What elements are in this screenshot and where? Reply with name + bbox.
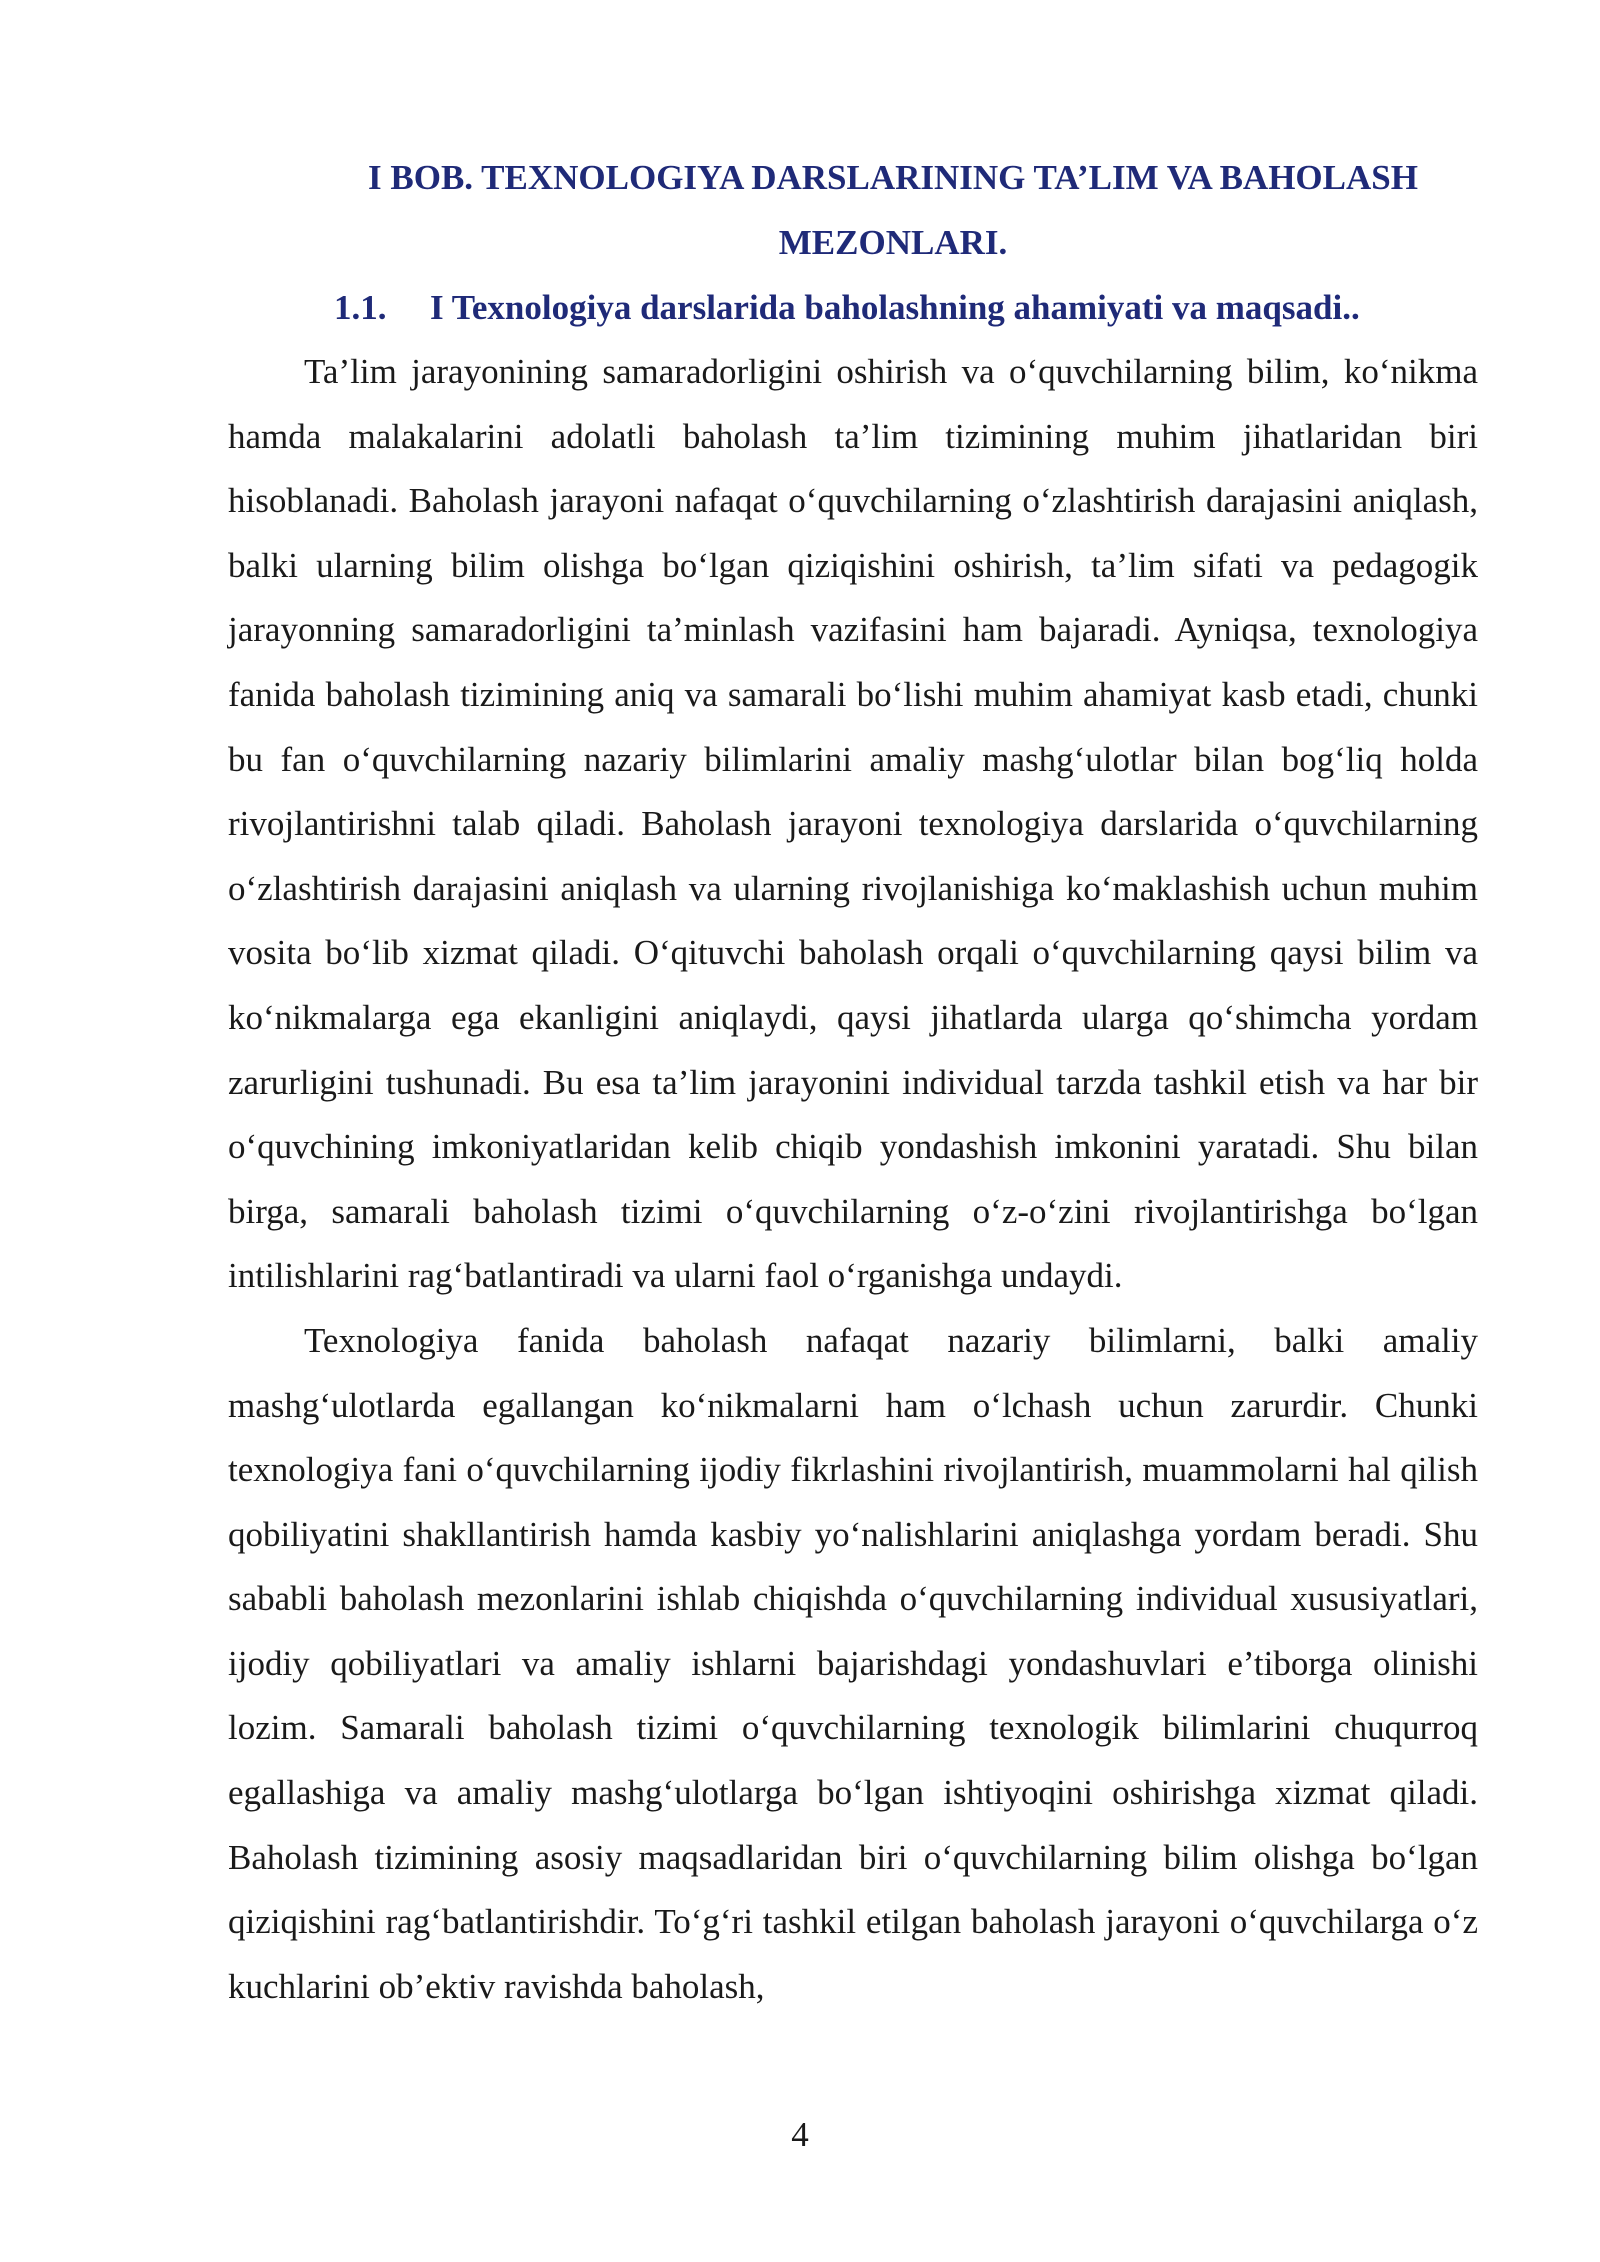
chapter-title: I BOB. TEXNOLOGIYA DARSLARINING TA’LIM VA BAHOLASH MEZONLARI. xyxy=(368,158,1418,262)
body-paragraph-2: Texnologiya fanida baholash nafaqat nazariy bilimlarni, balki amaliy mashg‘ulotlarda egallangan ko‘nikmalarni ham o‘lchash uchun zarurdir. Chunki texnologiya fani o‘quvchilarning ijodiy fikrlashini rivojlantirish, muammolarni hal qilish qobiliyatini shakllantirish hamda kasbiy yo‘nalishlarini aniqlashga yordam beradi. Shu sababli baholash mezonlarini ishlab chiqishda o‘quvchilarning individual xususiyatlari, ijodiy qobiliyatlari va amaliy ishlarni bajarishdagi yondashuvlari e’tiborga olinishi lozim. Samarali baholash tizimi o‘quvchilarning texnologik bilimlarini chuqurroq egallashiga va amaliy mashg‘ulotlarga bo‘lgan ishtiyoqini oshirishga xizmat qiladi. Baholash tizimining asosiy maqsadlaridan biri o‘quvchilarning bilim olishga bo‘lgan qiziqishini rag‘batlantirishdir. To‘g‘ri tashkil etilgan baholash jarayoni o‘quvchilarga o‘z kuchlarini ob’ektiv ravishda baholash, xyxy=(228,1320,1478,2006)
section-title: I Texnologiya darslarida baholashning ahamiyati va maqsadi.. xyxy=(430,288,1360,327)
body-paragraph-1: Ta’lim jarayonining samaradorligini oshirish va o‘quvchilarning bilim, ko‘nikma hamda malakalarini adolatli baholash ta’lim tizimining muhim jihatlaridan biri hisoblanadi. Baholash jarayoni nafaqat o‘quvchilarning o‘zlashtirish darajasini aniqlash, balki ularning bilim olishga bo‘lgan qiziqishini oshirish, ta’lim sifati va pedagogik jarayonning samaradorligini ta’minlash vazifasini ham bajaradi. Ayniqsa, texnologiya fanida baholash tizimining aniq va samarali bo‘lishi muhim ahamiyat kasb etadi, chunki bu fan o‘quvchilarning nazariy bilimlarini amaliy mashg‘ulotlar bilan bog‘liq holda rivojlantirishni talab qiladi. Baholash jarayoni texnologiya darslarida o‘quvchilarning o‘zlashtirish darajasini aniqlash va ularning rivojlanishiga ko‘maklashish uchun muhim vosita bo‘lib xizmat qiladi. O‘qituvchi baholash orqali o‘quvchilarning qaysi bilim va ko‘nikmalarga ega ekanligini aniqlaydi, qaysi jihatlarda ularga qo‘shimcha yordam zarurligini tushunadi. Bu esa ta’lim jarayonini individual tarzda tashkil etish va har bir o‘quvchining imkoniyatlaridan kelib chiqib yondashish imkonini yaratadi. Shu bilan birga, samarali baholash tizimi o‘quvchilarning o‘z-o‘zini rivojlantirishga bo‘lgan intilishlarini rag‘batlantiradi va ularni faol o‘rganishga undaydi. xyxy=(228,352,1478,1296)
section-heading xyxy=(228,275,1478,340)
section-number: 1.1. xyxy=(334,288,387,327)
page-content xyxy=(228,145,1478,2019)
page-number: 4 xyxy=(791,2115,809,2154)
